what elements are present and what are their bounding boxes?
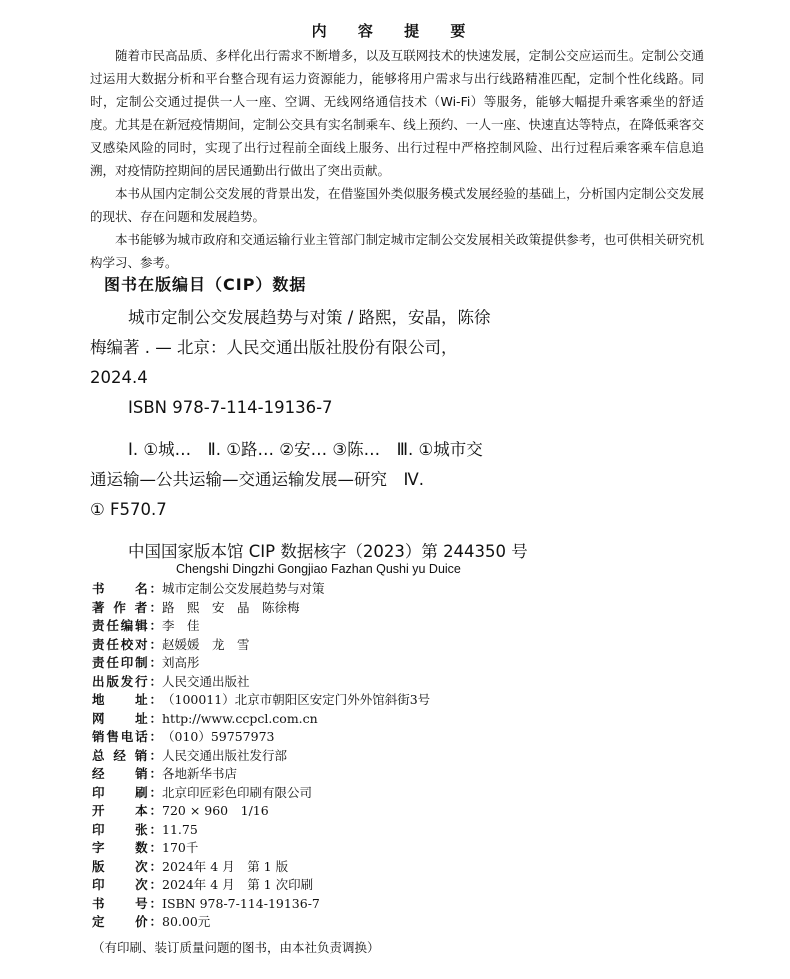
cip-line: Ⅰ. ①城… Ⅱ. ①路… ②安… ③陈… Ⅲ. ①城市交 <box>128 440 483 459</box>
summary-paragraph: 本书从国内定制公交发展的背景出发，在借鉴国外类似服务模式发展经验的基础上，分析国内定制公交发展的现状、存在问题和发展趋势。 <box>90 186 704 224</box>
cip-line: 通运输—公共运输—交通运输发展—研究 Ⅳ. <box>90 470 424 489</box>
colophon-value: 人民交通出版社发行部 <box>162 747 288 763</box>
colophon-label: 版 次： <box>92 858 162 874</box>
colophon-value: 80.00元 <box>162 914 211 929</box>
colophon-value: 170千 <box>162 840 199 855</box>
colophon-label: 出版发行： <box>92 673 162 689</box>
cip-block <box>90 303 670 567</box>
summary-title: 内 容 提 要 <box>311 22 479 40</box>
colophon-row <box>92 728 612 747</box>
colophon-label: 销售电话： <box>92 729 162 744</box>
cip-line: 梅编著 . — 北京：人民交通出版社股份有限公司， <box>90 338 458 357</box>
colophon-value: （010）59757973 <box>162 729 275 744</box>
colophon <box>92 580 612 932</box>
colophon-value: 李 佳 <box>162 618 200 633</box>
colophon-value: 北京印匠彩色印刷有限公司 <box>162 784 313 800</box>
colophon-value: 路 熙 安 晶 陈徐梅 <box>162 599 300 615</box>
colophon-row <box>92 654 612 673</box>
colophon-row <box>92 710 612 729</box>
quality-note: （有印刷、装订质量问题的图书，由本社负责调换） <box>92 940 380 955</box>
colophon-value: 各地新华书店 <box>162 766 238 781</box>
summary-body <box>90 44 704 274</box>
colophon-label: 定 价： <box>92 914 162 929</box>
colophon-row <box>92 858 612 877</box>
colophon-row <box>92 821 612 840</box>
colophon-label: 总 经 销： <box>92 747 162 763</box>
summary-paragraph: 本书能够为城市政府和交通运输行业主管部门制定城市定制公交发展相关政策提供参考，也可供相关研究机构学习、参考。 <box>90 232 704 270</box>
colophon-label: 字 数： <box>92 840 162 855</box>
colophon-value: 刘高彤 <box>162 655 200 670</box>
colophon-label: 印 张： <box>92 821 162 837</box>
colophon-row <box>92 802 612 821</box>
colophon-value: 赵媛媛 龙 雪 <box>162 636 250 652</box>
colophon-row <box>92 599 612 618</box>
colophon-label: 网 址： <box>92 710 162 726</box>
colophon-row <box>92 691 612 710</box>
colophon-row <box>92 617 612 636</box>
colophon-label: 开 本： <box>92 803 162 818</box>
colophon-value: 2024年 4 月 第 1 版 <box>162 858 289 874</box>
colophon-row <box>92 895 612 914</box>
colophon-label: 书 名： <box>92 581 162 596</box>
colophon-label: 印 次： <box>92 877 162 892</box>
publisher-website-link[interactable]: http://www.ccpcl.com.cn <box>162 710 318 726</box>
colophon-value: 城市定制公交发展趋势与对策 <box>162 581 325 596</box>
colophon-value: （100011）北京市朝阳区安定门外外馆斜街3号 <box>162 692 431 707</box>
cip-line: ① F570.7 <box>90 500 167 519</box>
colophon-row <box>92 765 612 784</box>
colophon-label: 经 销： <box>92 766 162 781</box>
cip-line: 中国国家版本馆 CIP 数据核字（2023）第 244350 号 <box>128 542 528 561</box>
colophon-label: 责任编辑： <box>92 618 162 633</box>
colophon-value: ISBN 978-7-114-19136-7 <box>162 895 320 911</box>
colophon-row <box>92 839 612 858</box>
cip-line: 2024.4 <box>90 368 148 387</box>
colophon-value: 人民交通出版社 <box>162 673 250 689</box>
colophon-value: 2024年 4 月 第 1 次印刷 <box>162 877 314 892</box>
colophon-label: 责任校对： <box>92 636 162 652</box>
cip-heading: 图书在版编目（CIP）数据 <box>104 275 307 294</box>
colophon-value: 11.75 <box>162 821 198 837</box>
colophon-row <box>92 784 612 803</box>
colophon-label: 印 刷： <box>92 784 162 800</box>
colophon-row <box>92 876 612 895</box>
colophon-row <box>92 673 612 692</box>
colophon-label: 著 作 者： <box>92 599 162 615</box>
colophon-label: 书 号： <box>92 895 162 911</box>
colophon-row <box>92 580 612 599</box>
pinyin-title: Chengshi Dingzhi Gongjiao Fazhan Qushi yu Duice <box>176 562 461 576</box>
cip-line: ISBN 978-7-114-19136-7 <box>128 398 333 417</box>
cip-line: 城市定制公交发展趋势与对策 / 路熙，安晶，陈徐 <box>128 308 491 327</box>
colophon-row <box>92 747 612 766</box>
colophon-value: 720 × 960 1/16 <box>162 803 269 818</box>
colophon-row <box>92 636 612 655</box>
colophon-label: 责任印制： <box>92 655 162 670</box>
colophon-row <box>92 913 612 932</box>
colophon-label: 地 址： <box>92 692 162 707</box>
summary-paragraph: 随着市民高品质、多样化出行需求不断增多，以及互联网技术的快速发展，定制公交应运而生。定制公交通过运用大数据分析和平台整合现有运力资源能力，能够将用户需求与出行线路精准匹配，定制个性化线路。同时，定制公交通过提供一人一座、空调、无线网络通信技术（Wi-Fi）等服务，能够大幅提升乘客乘坐的舒适度。尤其是在新冠疫情期间，定制公交具有实名制乘车、线上预约、一人一座、快速直达等特点，在降低乘客交叉感染风险的同时，实现了出行过程前全面线上服务、出行过程中严格控制风险、出行过程后乘客乘车信息追溯，对疫情防控期间的居民通勤出行做出了突出贡献。 <box>90 48 704 178</box>
